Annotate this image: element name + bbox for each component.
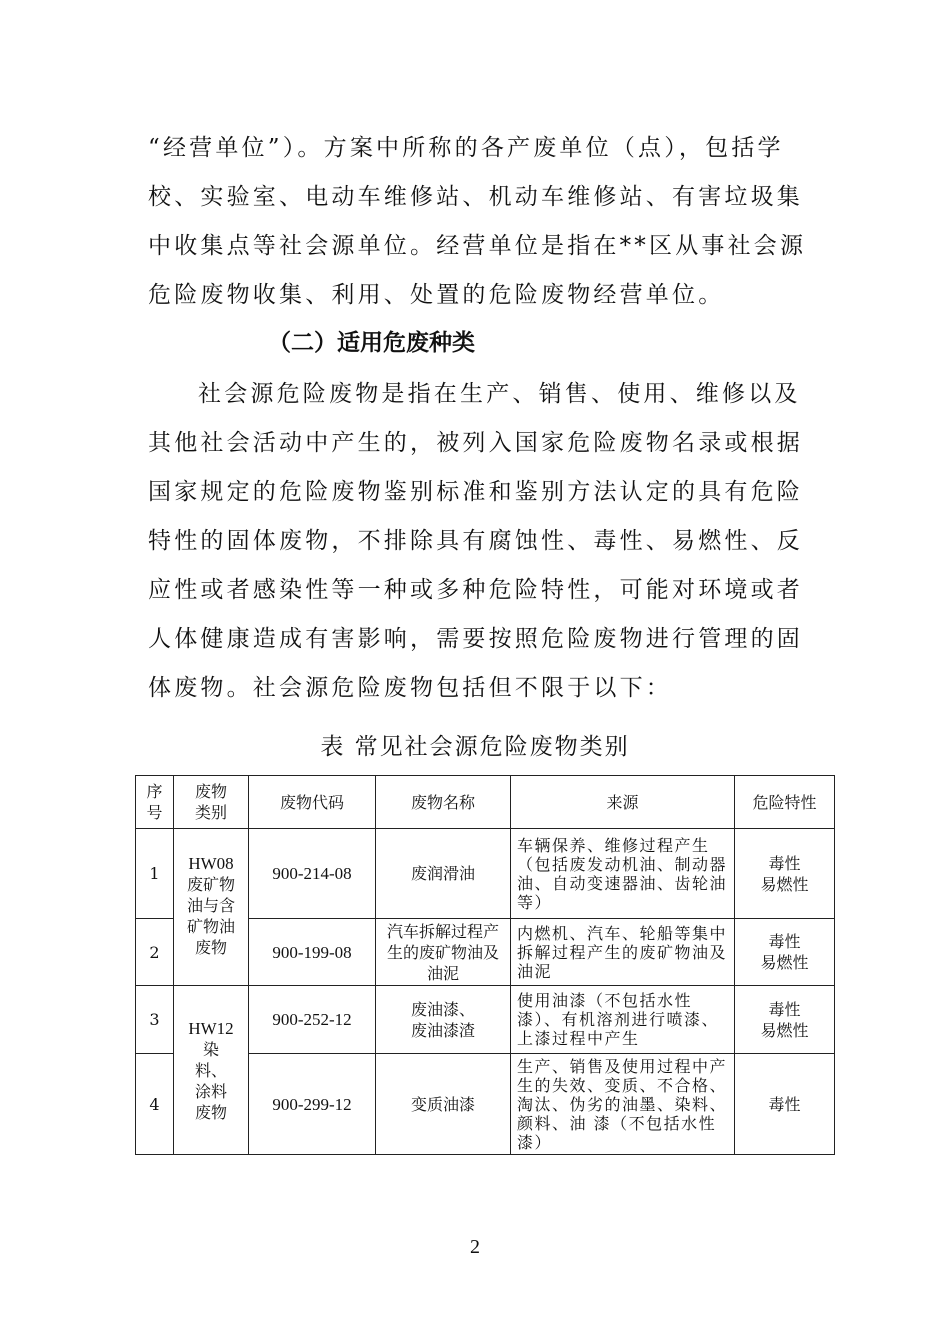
header-category: 废物类别 <box>174 776 249 829</box>
category-cell <box>174 986 249 1155</box>
waste-source: 使用油漆（不包括水性漆）、有机溶剂进行喷漆、上漆过程中产生 <box>511 986 735 1054</box>
hazard-text: 毒性 <box>768 1094 801 1114</box>
waste-code: 900-214-08 <box>249 829 376 919</box>
table-header-row <box>136 776 835 829</box>
waste-code: 900-299-12 <box>249 1054 376 1155</box>
hazard-text: 毒性 <box>768 999 801 1019</box>
hazard-text: 毒性 <box>768 932 801 951</box>
header-no: 序号 <box>136 776 174 829</box>
definition-paragraph: 社会源危险废物是指在生产、销售、使用、维修以及其他社会活动中产生的，被列入国家危险废物名录或根据国家规定的危险废物鉴别标准和鉴别方法认定的具有危险特性的固体废物，不排除具有腐蚀性、毒性、易燃性、反应性或者感染性等一种或多种危险特性，可能对环境或者人体健康造成有害影响，需要按照危险废物进行管理的固体废物。社会源危险废物包括但不限于以下： <box>148 381 803 701</box>
header-hazard: 危险特性 <box>735 776 835 829</box>
hazard-cell <box>735 1054 835 1155</box>
waste-source: 车辆保养、维修过程产生（包括废发动机油、制动器油、自动变速器油、齿轮油等） <box>511 829 735 919</box>
hazard-cell <box>735 986 835 1054</box>
waste-name: 变质油漆 <box>376 1054 511 1155</box>
hazard-cell <box>735 829 835 919</box>
waste-name: 废润滑油 <box>376 829 511 919</box>
section-heading: （二）适用危废种类 <box>268 330 475 356</box>
category-name: 废矿物油与含矿物油废物 <box>186 875 235 957</box>
row-no: 1 <box>136 829 174 919</box>
waste-code: 900-199-08 <box>249 919 376 986</box>
hazard-text: 毒性 <box>768 853 801 873</box>
waste-table <box>135 775 835 1155</box>
page-number: 2 <box>470 1236 480 1258</box>
waste-name: 汽车拆解过程产生的废矿物油及油泥 <box>376 919 511 986</box>
hazard-cell <box>735 919 835 986</box>
waste-name: 废油漆、 废油漆渣 <box>376 986 511 1054</box>
row-no: 4 <box>136 1054 174 1155</box>
header-code: 废物代码 <box>249 776 376 829</box>
intro-paragraph: “经营单位”）。方案中所称的各产废单位（点），包括学校、实验室、电动车维修站、机动车维修站、有害垃圾集中收集点等社会源单位。经营单位是指在**区从事社会源危险废物收集、利用、处置的危险废物经营单位。 <box>148 135 807 308</box>
table-row <box>136 829 835 919</box>
category-code: HW12 <box>188 1018 234 1038</box>
row-no: 3 <box>136 986 174 1054</box>
waste-source: 生产、销售及使用过程中产生的失效、变质、不合格、淘汰、伪劣的油墨、染料、颜料、油 漆（不包括水性漆） <box>511 1054 735 1155</box>
hazard-text: 易燃性 <box>760 874 809 894</box>
header-source: 来源 <box>511 776 735 829</box>
category-cell <box>174 829 249 986</box>
category-code: HW08 <box>188 854 234 873</box>
table-caption: 表 常见社会源危险废物类别 <box>320 734 630 760</box>
hazard-text: 易燃性 <box>760 1020 809 1040</box>
category-name: 染料、涂料废物 <box>194 1039 227 1122</box>
table-row <box>136 986 835 1054</box>
header-name: 废物名称 <box>376 776 511 829</box>
waste-code: 900-252-12 <box>249 986 376 1054</box>
waste-source: 内燃机、汽车、轮船等集中拆解过程产生的废矿物油及油泥 <box>511 919 735 986</box>
hazard-text: 易燃性 <box>760 953 809 972</box>
row-no: 2 <box>136 919 174 986</box>
